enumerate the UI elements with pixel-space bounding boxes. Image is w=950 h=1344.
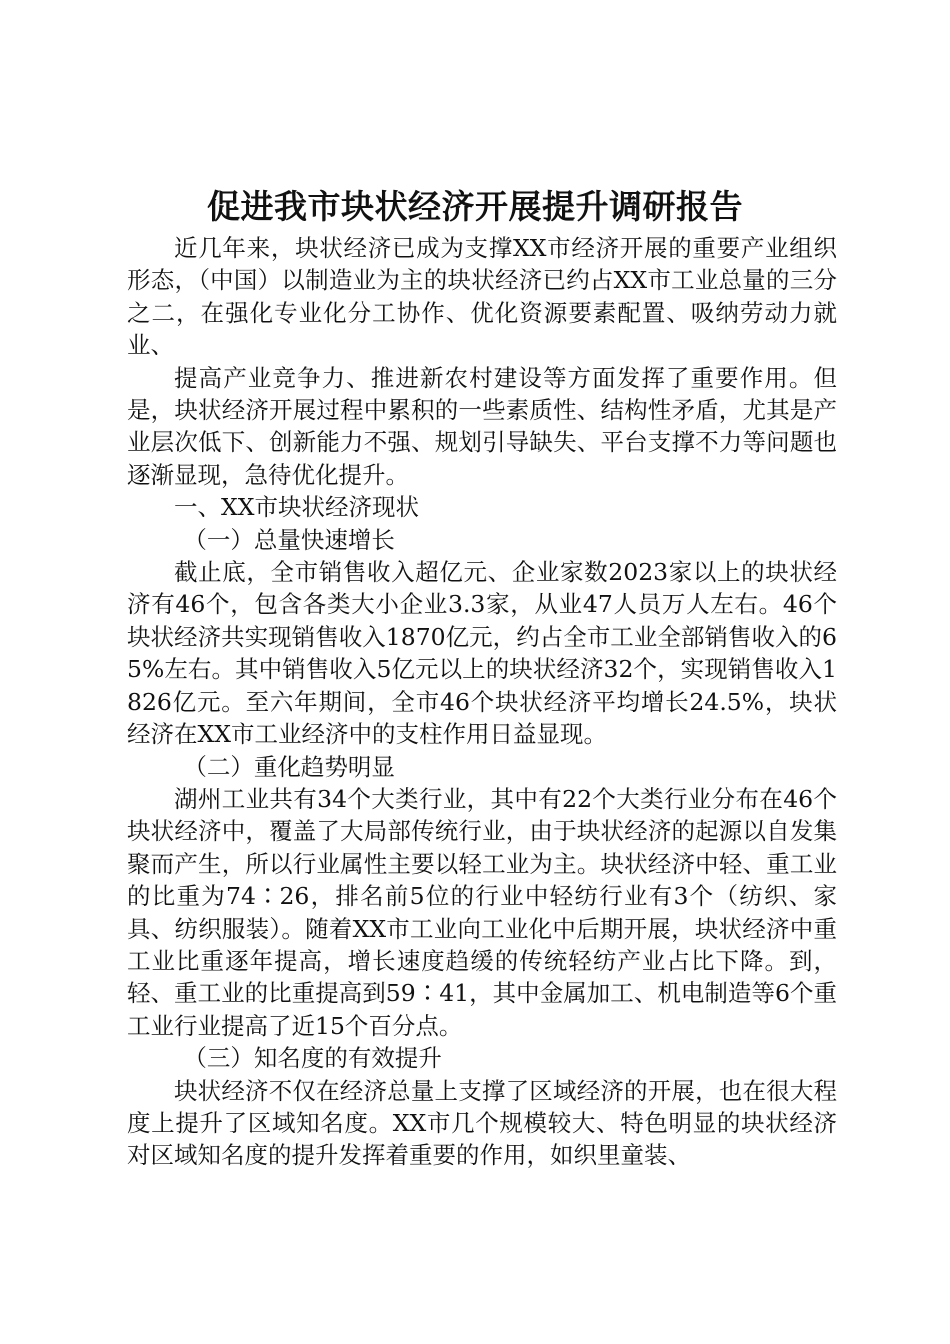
paragraph-intro-2: 提高产业竞争力、推进新农村建设等方面发挥了重要作用。但是，块状经济开展过程中累积的一些素质性、结构性矛盾，尤其是产业层次低下、创新能力不强、规划引导缺失、平台支撑不力等问题也逐渐显现，急待优化提升。 (127, 363, 837, 489)
paragraph-total-growth: 截止底，全市销售收入超亿元、企业家数2023家以上的块状经济有46个，包含各类大小企业3.3家，从业47人员万人左右。46个块状经济共实现销售收入1870亿元，约占全市工业全部销售收入的65%左右。其中销售收入5亿元以上的块状经济32个，实现销售收入1826亿元。至六年期间，全市46个块状经济平均增长24.5%，块状经济在XX市工业经济中的支柱作用日益显现。 (127, 558, 837, 749)
subsection-heading-1: （一）总量快速增长 (183, 525, 395, 554)
paragraph-intro-1: 近几年来，块状经济已成为支撑XX市经济开展的重要产业组织形态，（中国）以制造业为主的块状经济已约占XX市工业总量的三分之二，在强化专业化分工协作、优化资源要素配置、吸纳劳动力就业、 (127, 234, 837, 360)
subsection-heading-3: （三）知名度的有效提升 (183, 1044, 442, 1073)
document-body (127, 232, 837, 1172)
paragraph-heavy-industry: 湖州工业共有34个大类行业，其中有22个大类行业分布在46个块状经济中，覆盖了大局部传统行业，由于块状经济的起源以自发集聚而产生，所以行业属性主要以轻工业为主。块状经济中轻、重工业的比重为74∶26，排名前5位的行业中轻纺行业有3个（纺织、家具、纺织服装）。随着XX市工业向工业化中后期开展，块状经济中重工业比重逐年提高，增长速度趋缓的传统轻纺产业占比下降。到，轻、重工业的比重提高到59∶41，其中金属加工、机电制造等6个重工业行业提高了近15个百分点。 (127, 784, 837, 1040)
paragraph-reputation: 块状经济不仅在经济总量上支撑了区域经济的开展，也在很大程度上提升了区域知名度。XX市几个规模较大、特色明显的块状经济对区域知名度的提升发挥着重要的作用，如织里童装、 (127, 1076, 837, 1170)
subsection-heading-2: （二）重化趋势明显 (183, 752, 395, 781)
section-heading-1: 一、XX市块状经济现状 (174, 493, 419, 522)
document-title: 促进我市块状经济开展提升调研报告 (207, 187, 743, 226)
